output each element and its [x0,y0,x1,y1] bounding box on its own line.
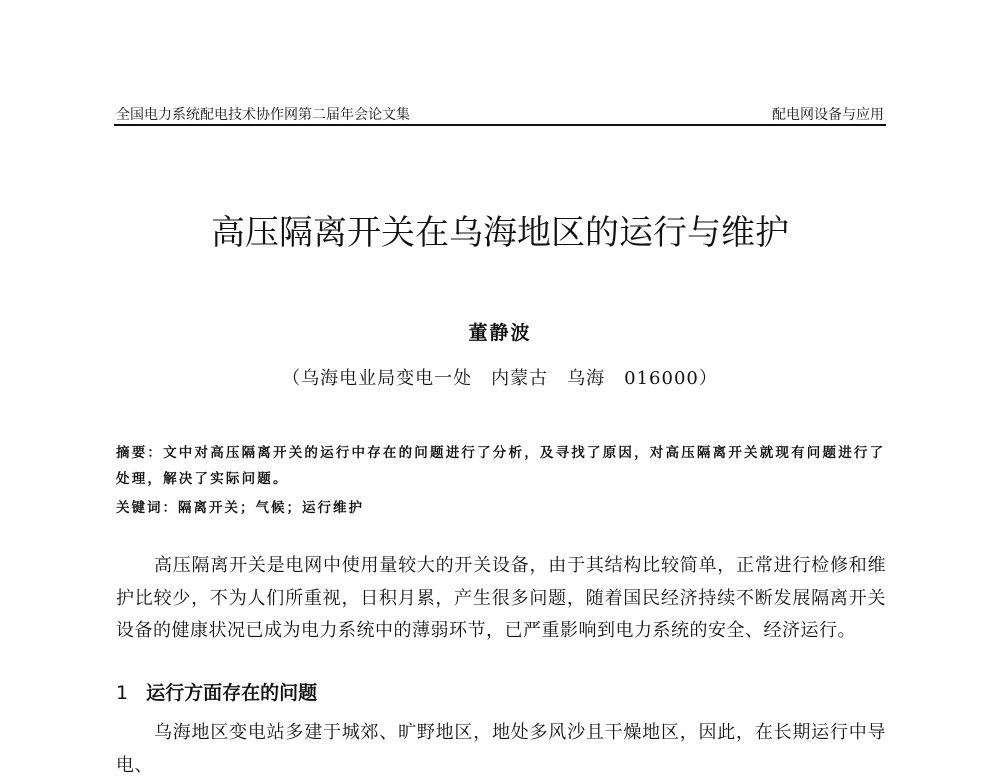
keywords-text: 隔离开关；气候；运行维护 [178,500,364,516]
header-rule [114,124,886,126]
section-paragraph: 乌海地区变电站多建于城郊、旷野地区，地处多风沙且干燥地区，因此，在长期运行中导电、 [116,722,886,776]
intro-paragraph: 高压隔离开关是电网中使用量较大的开关设备，由于其结构比较简单，正常进行检修和维护比较少，不为人们所重视，日积月累，产生很多问题，随着国民经济持续不断发展隔离开关设备的健康状况已成为电力系统中的薄弱环节，已严重影响到电力系统的安全、经济运行。 [116,555,886,641]
keywords-label: 关键词： [116,500,178,516]
section-number: 1 [116,682,129,704]
abstract-text: 文中对高压隔离开关的运行中存在的问题进行了分析，及寻找了原因，对高压隔离开关就现有问题进行了处理，解决了实际问题。 [116,445,886,487]
section-title: 运行方面存在的问题 [146,682,318,704]
abstract [116,440,886,492]
abstract-label: 摘要： [116,445,164,461]
running-header-right: 配电网设备与应用 [772,107,884,123]
author-affiliation: （乌海电业局变电一处 内蒙古 乌海 016000） [282,368,718,389]
section-heading [116,678,317,705]
running-header-left: 全国电力系统配电技术协作网第二届年会论文集 [116,107,410,123]
author-name: 董静波 [468,322,532,344]
keywords [116,496,364,516]
paper-title: 高压隔离开关在乌海地区的运行与维护 [211,213,789,253]
